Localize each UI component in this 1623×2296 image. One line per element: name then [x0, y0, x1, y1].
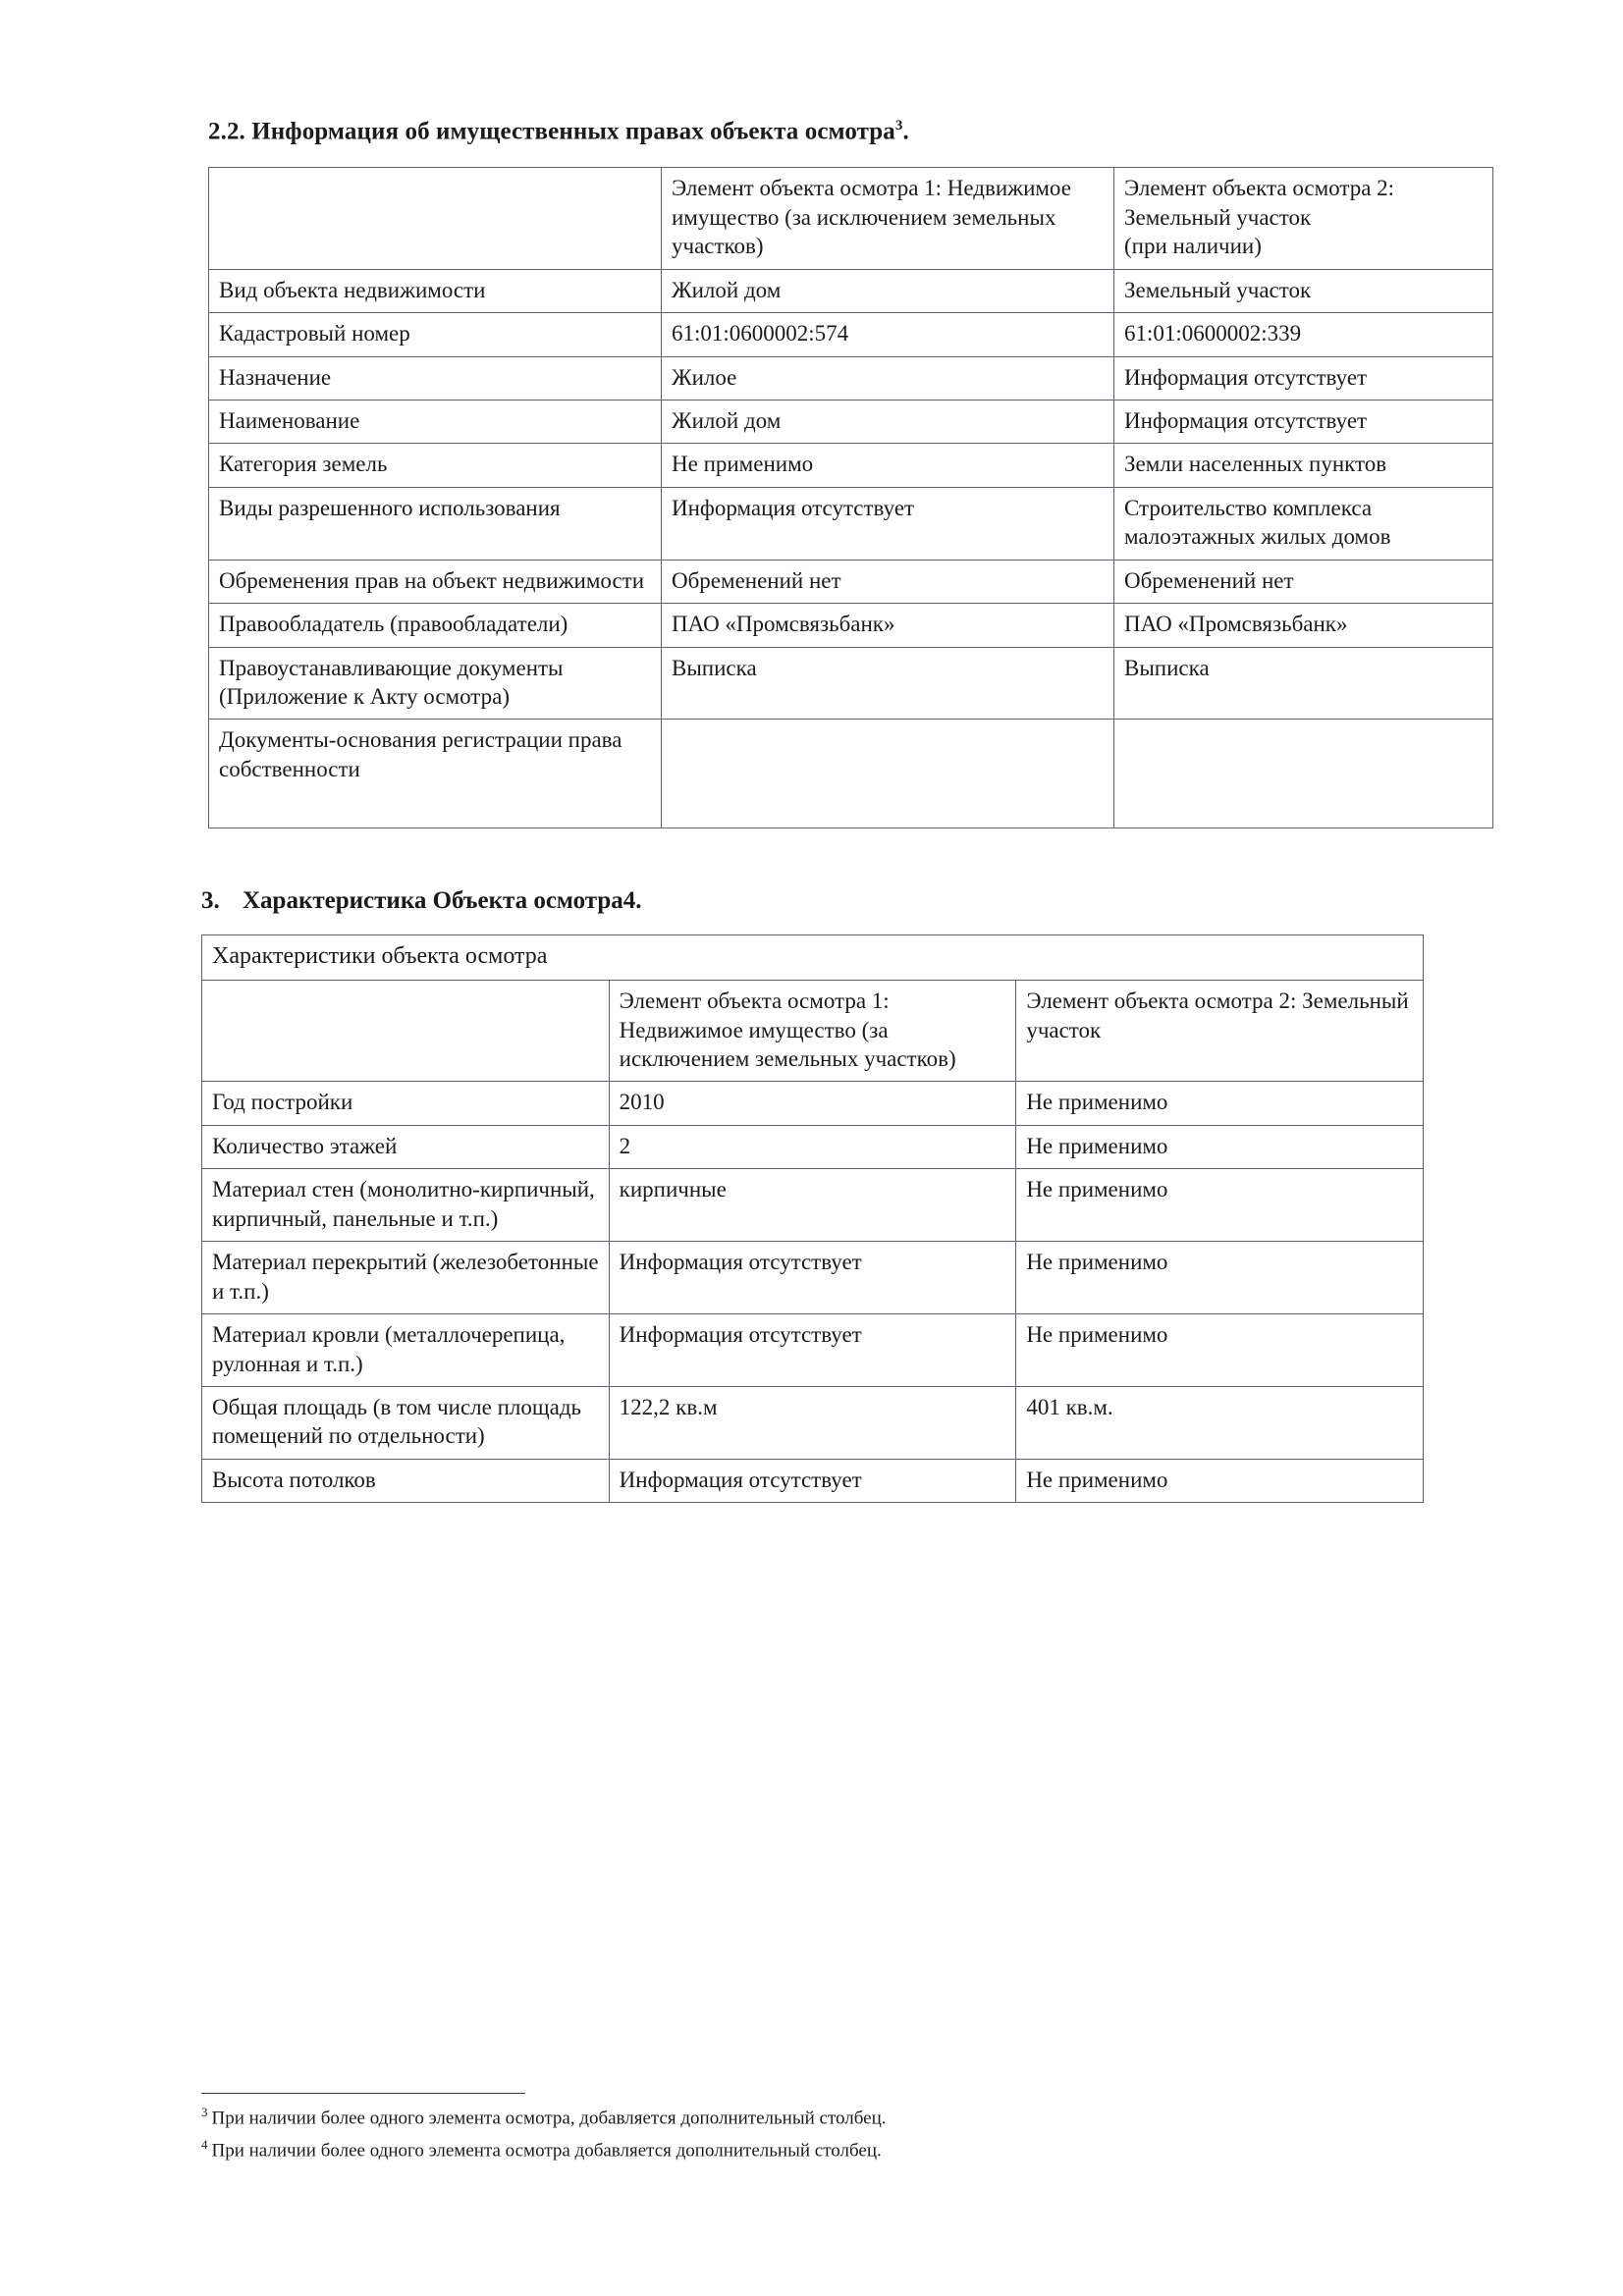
header-element-2 — [1114, 168, 1493, 269]
header-element-2: Элемент объекта осмотра 2: Земельный участок — [1016, 981, 1424, 1082]
row-label: Документы-основания регистрации права собственности — [209, 720, 662, 828]
row-value-element-1: ПАО «Промсвязьбанк» — [662, 604, 1114, 647]
row-value-element-1: 122,2 кв.м — [609, 1386, 1016, 1459]
row-value-element-2: Земельный участок — [1114, 269, 1493, 312]
row-value-element-1: Выписка — [662, 647, 1114, 720]
header-element-1: Элемент объекта осмотра 1: Недвижимое имущество (за исключением земельных участков) — [609, 981, 1016, 1082]
row-value-element-1: Жилой дом — [662, 400, 1114, 443]
section-spacer — [201, 828, 1476, 887]
footnote-marker: 3 — [201, 2105, 208, 2120]
row-value-element-2: Не применимо — [1016, 1242, 1424, 1314]
property-rights-table-wrapper — [208, 167, 1476, 828]
table-row — [209, 487, 1493, 560]
row-value-element-1: Обременений нет — [662, 560, 1114, 603]
row-value-element-1: 2010 — [609, 1082, 1016, 1125]
row-value-element-2: Обременений нет — [1114, 560, 1493, 603]
section-2-2-heading: 2.2. Информация об имущественных правах объекта осмотра$^3$. — [208, 118, 909, 145]
section-3-number: 3. — [201, 887, 220, 915]
table-row — [209, 647, 1493, 720]
row-value-element-2: 61:01:0600002:339 — [1114, 313, 1493, 356]
row-value-element-2: Не применимо — [1016, 1169, 1424, 1242]
table-row — [202, 1314, 1424, 1387]
row-label: Обременения прав на объект недвижимости — [209, 560, 662, 603]
characteristics-table — [201, 934, 1424, 1503]
table-row — [202, 1082, 1424, 1125]
table-row — [202, 1125, 1424, 1168]
row-label: Год постройки — [202, 1082, 610, 1125]
row-value-element-2: Строительство комплекса малоэтажных жилых домов — [1114, 487, 1493, 560]
row-label: Назначение — [209, 356, 662, 400]
table-row — [202, 1386, 1424, 1459]
row-label: Правоустанавливающие документы (Приложение к Акту осмотра) — [209, 647, 662, 720]
row-label: Кадастровый номер — [209, 313, 662, 356]
row-value-element-1: 61:01:0600002:574 — [662, 313, 1114, 356]
header-corner-cell — [202, 981, 610, 1082]
row-value-element-2: Не применимо — [1016, 1125, 1424, 1168]
characteristics-table-title: Характеристики объекта осмотра — [202, 935, 1424, 981]
table-row — [209, 604, 1493, 647]
header-corner-cell — [209, 168, 662, 269]
table-row — [209, 400, 1493, 443]
row-value-element-2: Не применимо — [1016, 1314, 1424, 1387]
row-value-element-2: Земли населенных пунктов — [1114, 444, 1493, 487]
header-element-1: Элемент объекта осмотра 1: Недвижимое имущество (за исключением земельных участков) — [662, 168, 1114, 269]
table-row — [202, 1459, 1424, 1502]
row-label: Общая площадь (в том числе площадь помещений по отдельности) — [202, 1386, 610, 1459]
row-value-element-2: Информация отсутствует — [1114, 356, 1493, 400]
table-row — [202, 1169, 1424, 1242]
row-label: Материал кровли (металлочерепица, рулонная и т.п.) — [202, 1314, 610, 1387]
row-value-element-1: Не применимо — [662, 444, 1114, 487]
row-value-element-1: Информация отсутствует — [609, 1314, 1016, 1387]
footnote-item — [201, 2136, 1429, 2164]
table-row — [209, 444, 1493, 487]
footnote-text: При наличии более одного элемента осмотра, добавляется дополнительный столбец. — [211, 2108, 887, 2129]
table-title-row — [202, 935, 1424, 981]
header-element-2-light: (при наличии) — [1124, 234, 1262, 259]
row-value-element-1: кирпичные — [609, 1169, 1016, 1242]
row-value-element-2: 401 кв.м. — [1016, 1386, 1424, 1459]
row-value-element-1: 2 — [609, 1125, 1016, 1168]
row-label: Высота потолков — [202, 1459, 610, 1502]
table-row — [209, 356, 1493, 400]
row-label: Наименование — [209, 400, 662, 443]
footnote-item — [201, 2104, 1429, 2132]
section-3-heading: 3. Характеристика Объекта осмотра4. — [201, 887, 642, 915]
row-value-element-1 — [662, 720, 1114, 828]
table-header-row — [209, 168, 1493, 269]
section-2-2-heading-text: 2.2. Информация об имущественных правах объекта осмотра — [208, 118, 895, 145]
footnote-rule — [201, 2093, 525, 2094]
row-value-element-2: Выписка — [1114, 647, 1493, 720]
table-row — [202, 1242, 1424, 1314]
row-label: Материал стен (монолитно-кирпичный, кирпичный, панельные и т.п.) — [202, 1169, 610, 1242]
row-label: Материал перекрытий (железобетонные и т.п.) — [202, 1242, 610, 1314]
table-row — [209, 720, 1493, 828]
footnotes — [201, 2093, 1429, 2168]
row-value-element-2: ПАО «Промсвязьбанк» — [1114, 604, 1493, 647]
footnote-ref-3: 3 — [894, 118, 903, 133]
table-row — [209, 269, 1493, 312]
row-value-element-1: Жилое — [662, 356, 1114, 400]
section-3-heading-text: Характеристика Объекта осмотра — [243, 887, 623, 915]
table-header-row — [202, 981, 1424, 1082]
row-value-element-2: Информация отсутствует — [1114, 400, 1493, 443]
row-value-element-1: Жилой дом — [662, 269, 1114, 312]
row-label: Правообладатель (правообладатели) — [209, 604, 662, 647]
row-value-element-1: Информация отсутствует — [662, 487, 1114, 560]
characteristics-table-wrapper — [201, 934, 1476, 1503]
row-label: Количество этажей — [202, 1125, 610, 1168]
header-element-2-bold: Элемент объекта осмотра 2: Земельный участок — [1124, 176, 1395, 230]
row-value-element-2: Не применимо — [1016, 1082, 1424, 1125]
row-value-element-1: Информация отсутствует — [609, 1242, 1016, 1314]
footnote-text: При наличии более одного элемента осмотра добавляется дополнительный столбец. — [211, 2140, 882, 2162]
property-rights-table — [208, 167, 1493, 828]
footnote-ref-4: 4 — [622, 887, 636, 915]
row-value-element-2: Не применимо — [1016, 1459, 1424, 1502]
row-label: Вид объекта недвижимости — [209, 269, 662, 312]
row-label: Категория земель — [209, 444, 662, 487]
row-label: Виды разрешенного использования — [209, 487, 662, 560]
row-value-element-1: Информация отсутствует — [609, 1459, 1016, 1502]
footnote-marker: 4 — [201, 2137, 208, 2153]
table-row — [209, 313, 1493, 356]
table-row — [209, 560, 1493, 603]
row-value-element-2 — [1114, 720, 1493, 828]
